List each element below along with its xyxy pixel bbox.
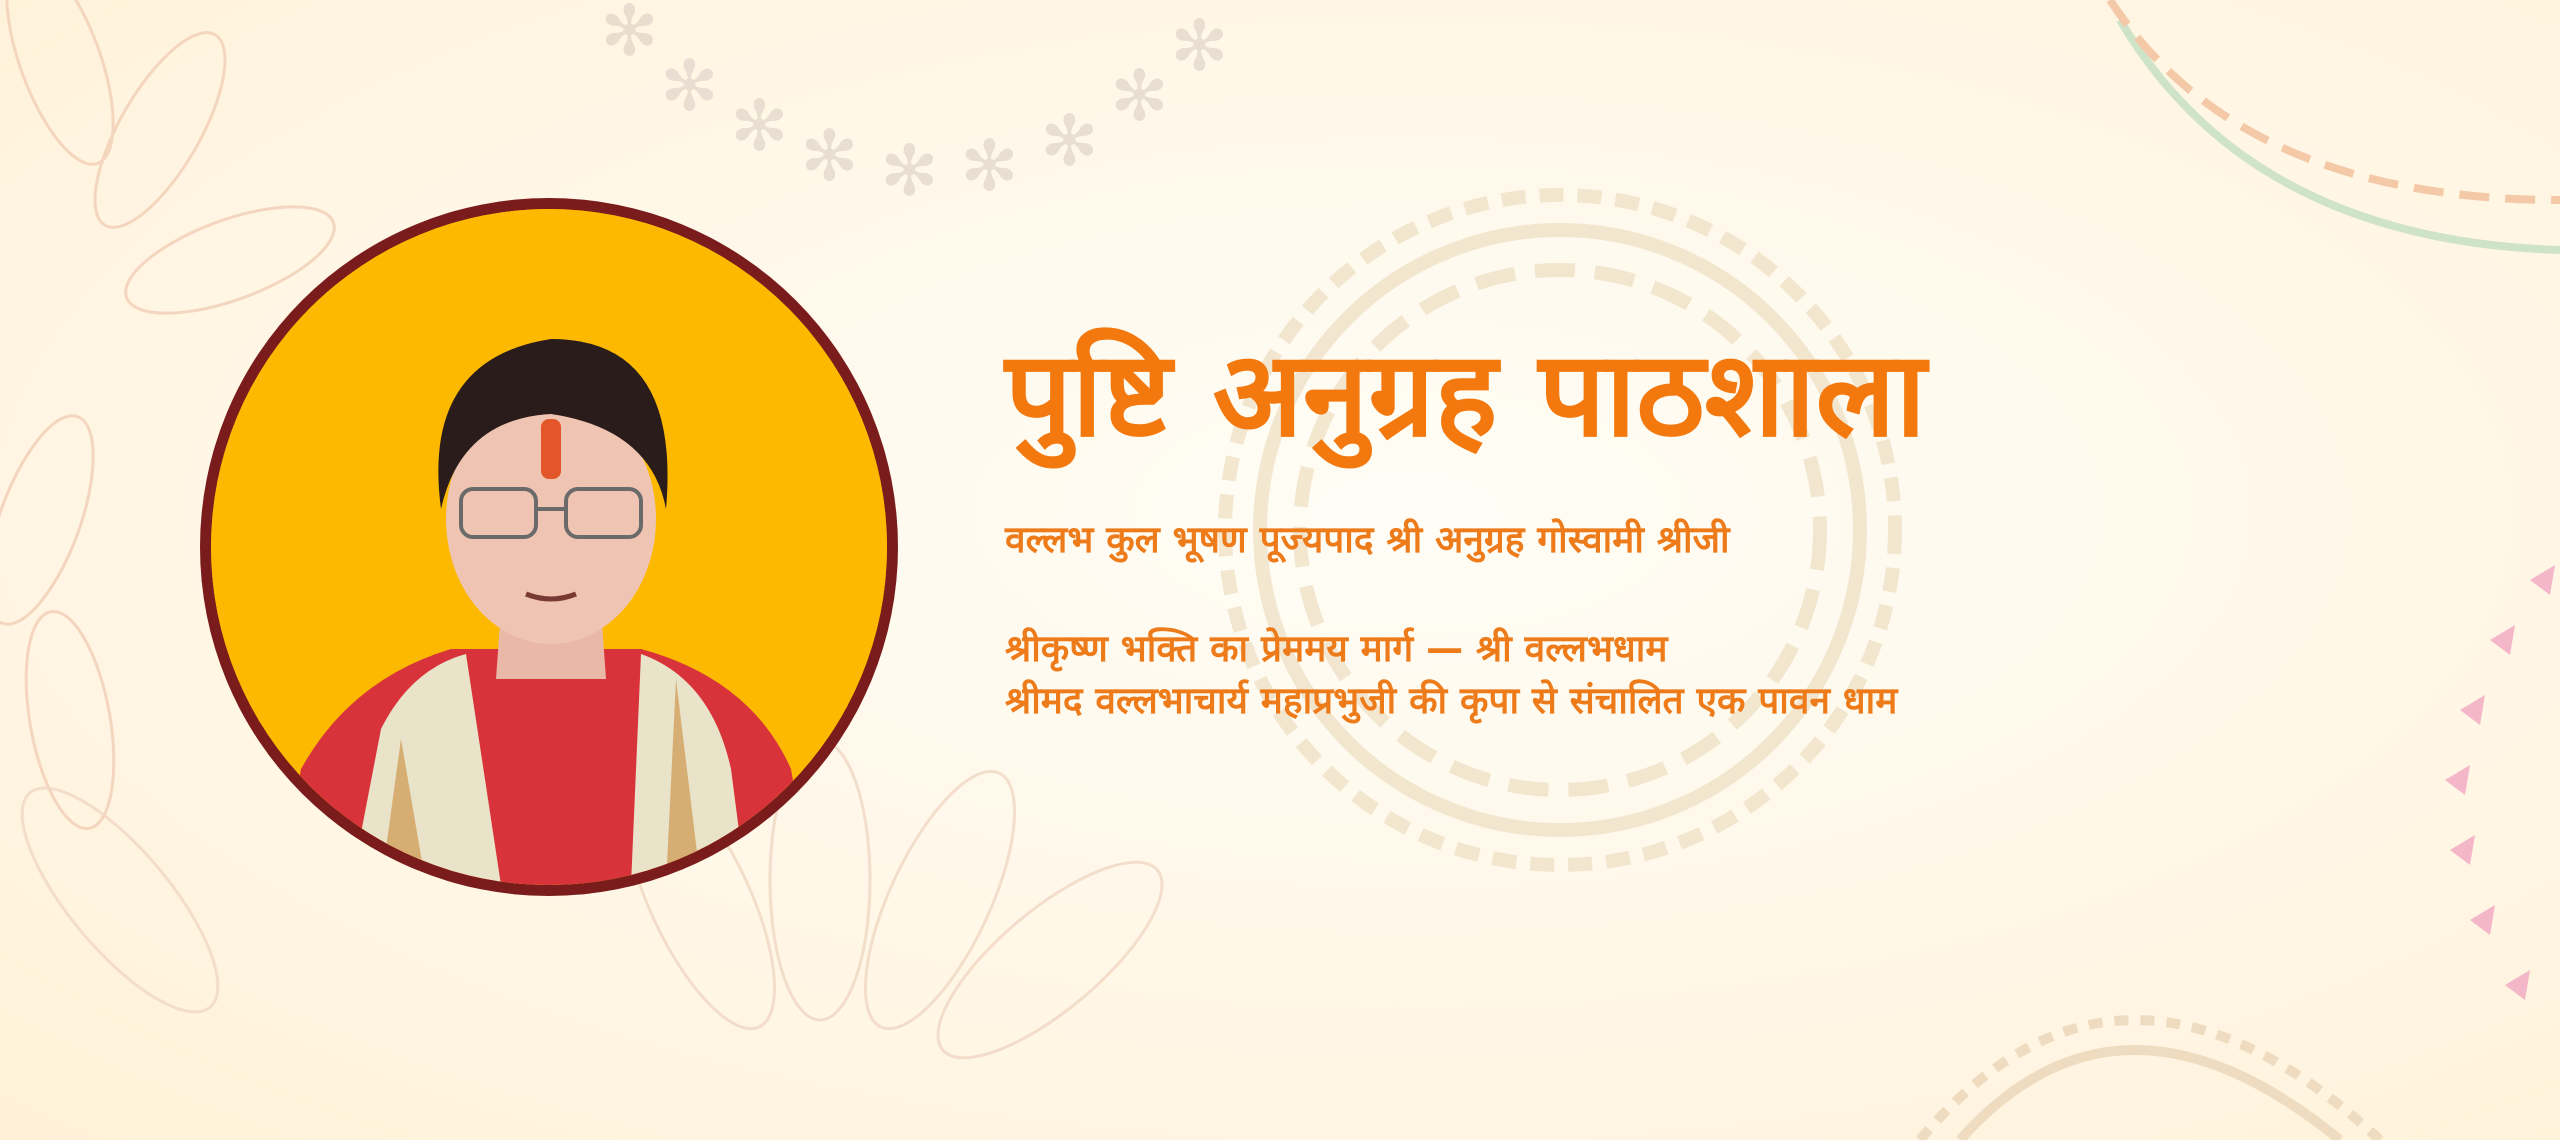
- banner-subtitle: वल्लभ कुल भूषण पूज्यपाद श्री अनुग्रह गोस्वामी श्रीजी: [1005, 517, 1730, 561]
- banner-tagline-1: श्रीकृष्ण भक्ति का प्रेममय मार्ग — श्री वल्लभधाम: [1005, 626, 1668, 670]
- svg-text:✻: ✻: [600, 0, 659, 72]
- banner-tagline-2: श्रीमद वल्लभाचार्य महाप्रभुजी की कृपा से संचालित एक पावन धाम: [1005, 678, 1898, 722]
- portrait-frame: [200, 198, 898, 896]
- svg-text:✻: ✻: [1040, 100, 1099, 182]
- svg-text:✻: ✻: [880, 130, 939, 212]
- svg-text:✻: ✻: [730, 85, 789, 167]
- banner-text: [1005, 325, 2405, 729]
- svg-text:✻: ✻: [660, 45, 719, 127]
- svg-text:✻: ✻: [960, 125, 1019, 207]
- svg-text:✻: ✻: [1170, 5, 1229, 87]
- banner-title: पुष्टि अनुग्रह पाठशाला: [1005, 325, 1927, 463]
- svg-text:✻: ✻: [1110, 55, 1169, 137]
- portrait-image: [211, 209, 887, 885]
- svg-text:✻: ✻: [800, 115, 859, 197]
